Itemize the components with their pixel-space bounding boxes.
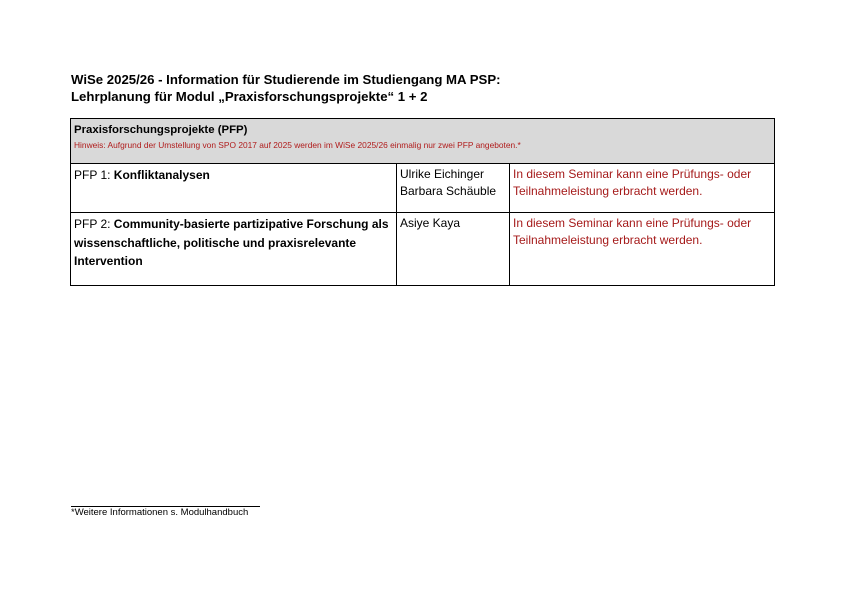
lecturer-name: Barbara Schäuble: [400, 184, 497, 198]
course-title: Community-basierte partizipative Forschung als wissenschaftliche, politische und praxisrelevante Intervention: [74, 217, 389, 268]
lecturer-cell: [397, 164, 510, 213]
course-prefix: PFP 1:: [74, 168, 114, 182]
course-remark: In diesem Seminar kann eine Prüfungs- oder Teilnahmeleistung erbracht werden.: [513, 216, 752, 247]
course-remark: In diesem Seminar kann eine Prüfungs- oder Teilnahmeleistung erbracht werden.: [513, 167, 752, 198]
table-row: [71, 213, 775, 286]
remark-cell: [510, 164, 775, 213]
lecturer-name: Ulrike Eichinger: [400, 167, 485, 181]
table-row: [71, 164, 775, 213]
title-line-2: Lehrplanung für Modul „Praxisforschungsprojekte“ 1 + 2: [71, 89, 428, 104]
module-header-cell: [71, 119, 775, 164]
lecturer-name: Asiye Kaya: [400, 216, 461, 230]
course-title-cell: [71, 213, 397, 286]
module-header-row: [71, 119, 775, 164]
document-title: [71, 71, 791, 105]
course-title: Konfliktanalysen: [113, 168, 210, 182]
module-note: Hinweis: Aufgrund der Umstellung von SPO 2017 auf 2025 werden im WiSe 2025/26 einmalig nur zwei PFP angeboten.*: [74, 140, 521, 150]
remark-cell: [510, 213, 775, 286]
lecturer-cell: [397, 213, 510, 286]
course-title-cell: [71, 164, 397, 213]
title-line-1: WiSe 2025/26 - Information für Studierende im Studiengang MA PSP:: [71, 72, 501, 87]
module-table: [70, 118, 775, 286]
course-prefix: PFP 2:: [74, 217, 114, 231]
module-name: Praxisforschungsprojekte (PFP): [74, 124, 248, 136]
footnote: *Weitere Informationen s. Modulhandbuch: [71, 507, 249, 518]
